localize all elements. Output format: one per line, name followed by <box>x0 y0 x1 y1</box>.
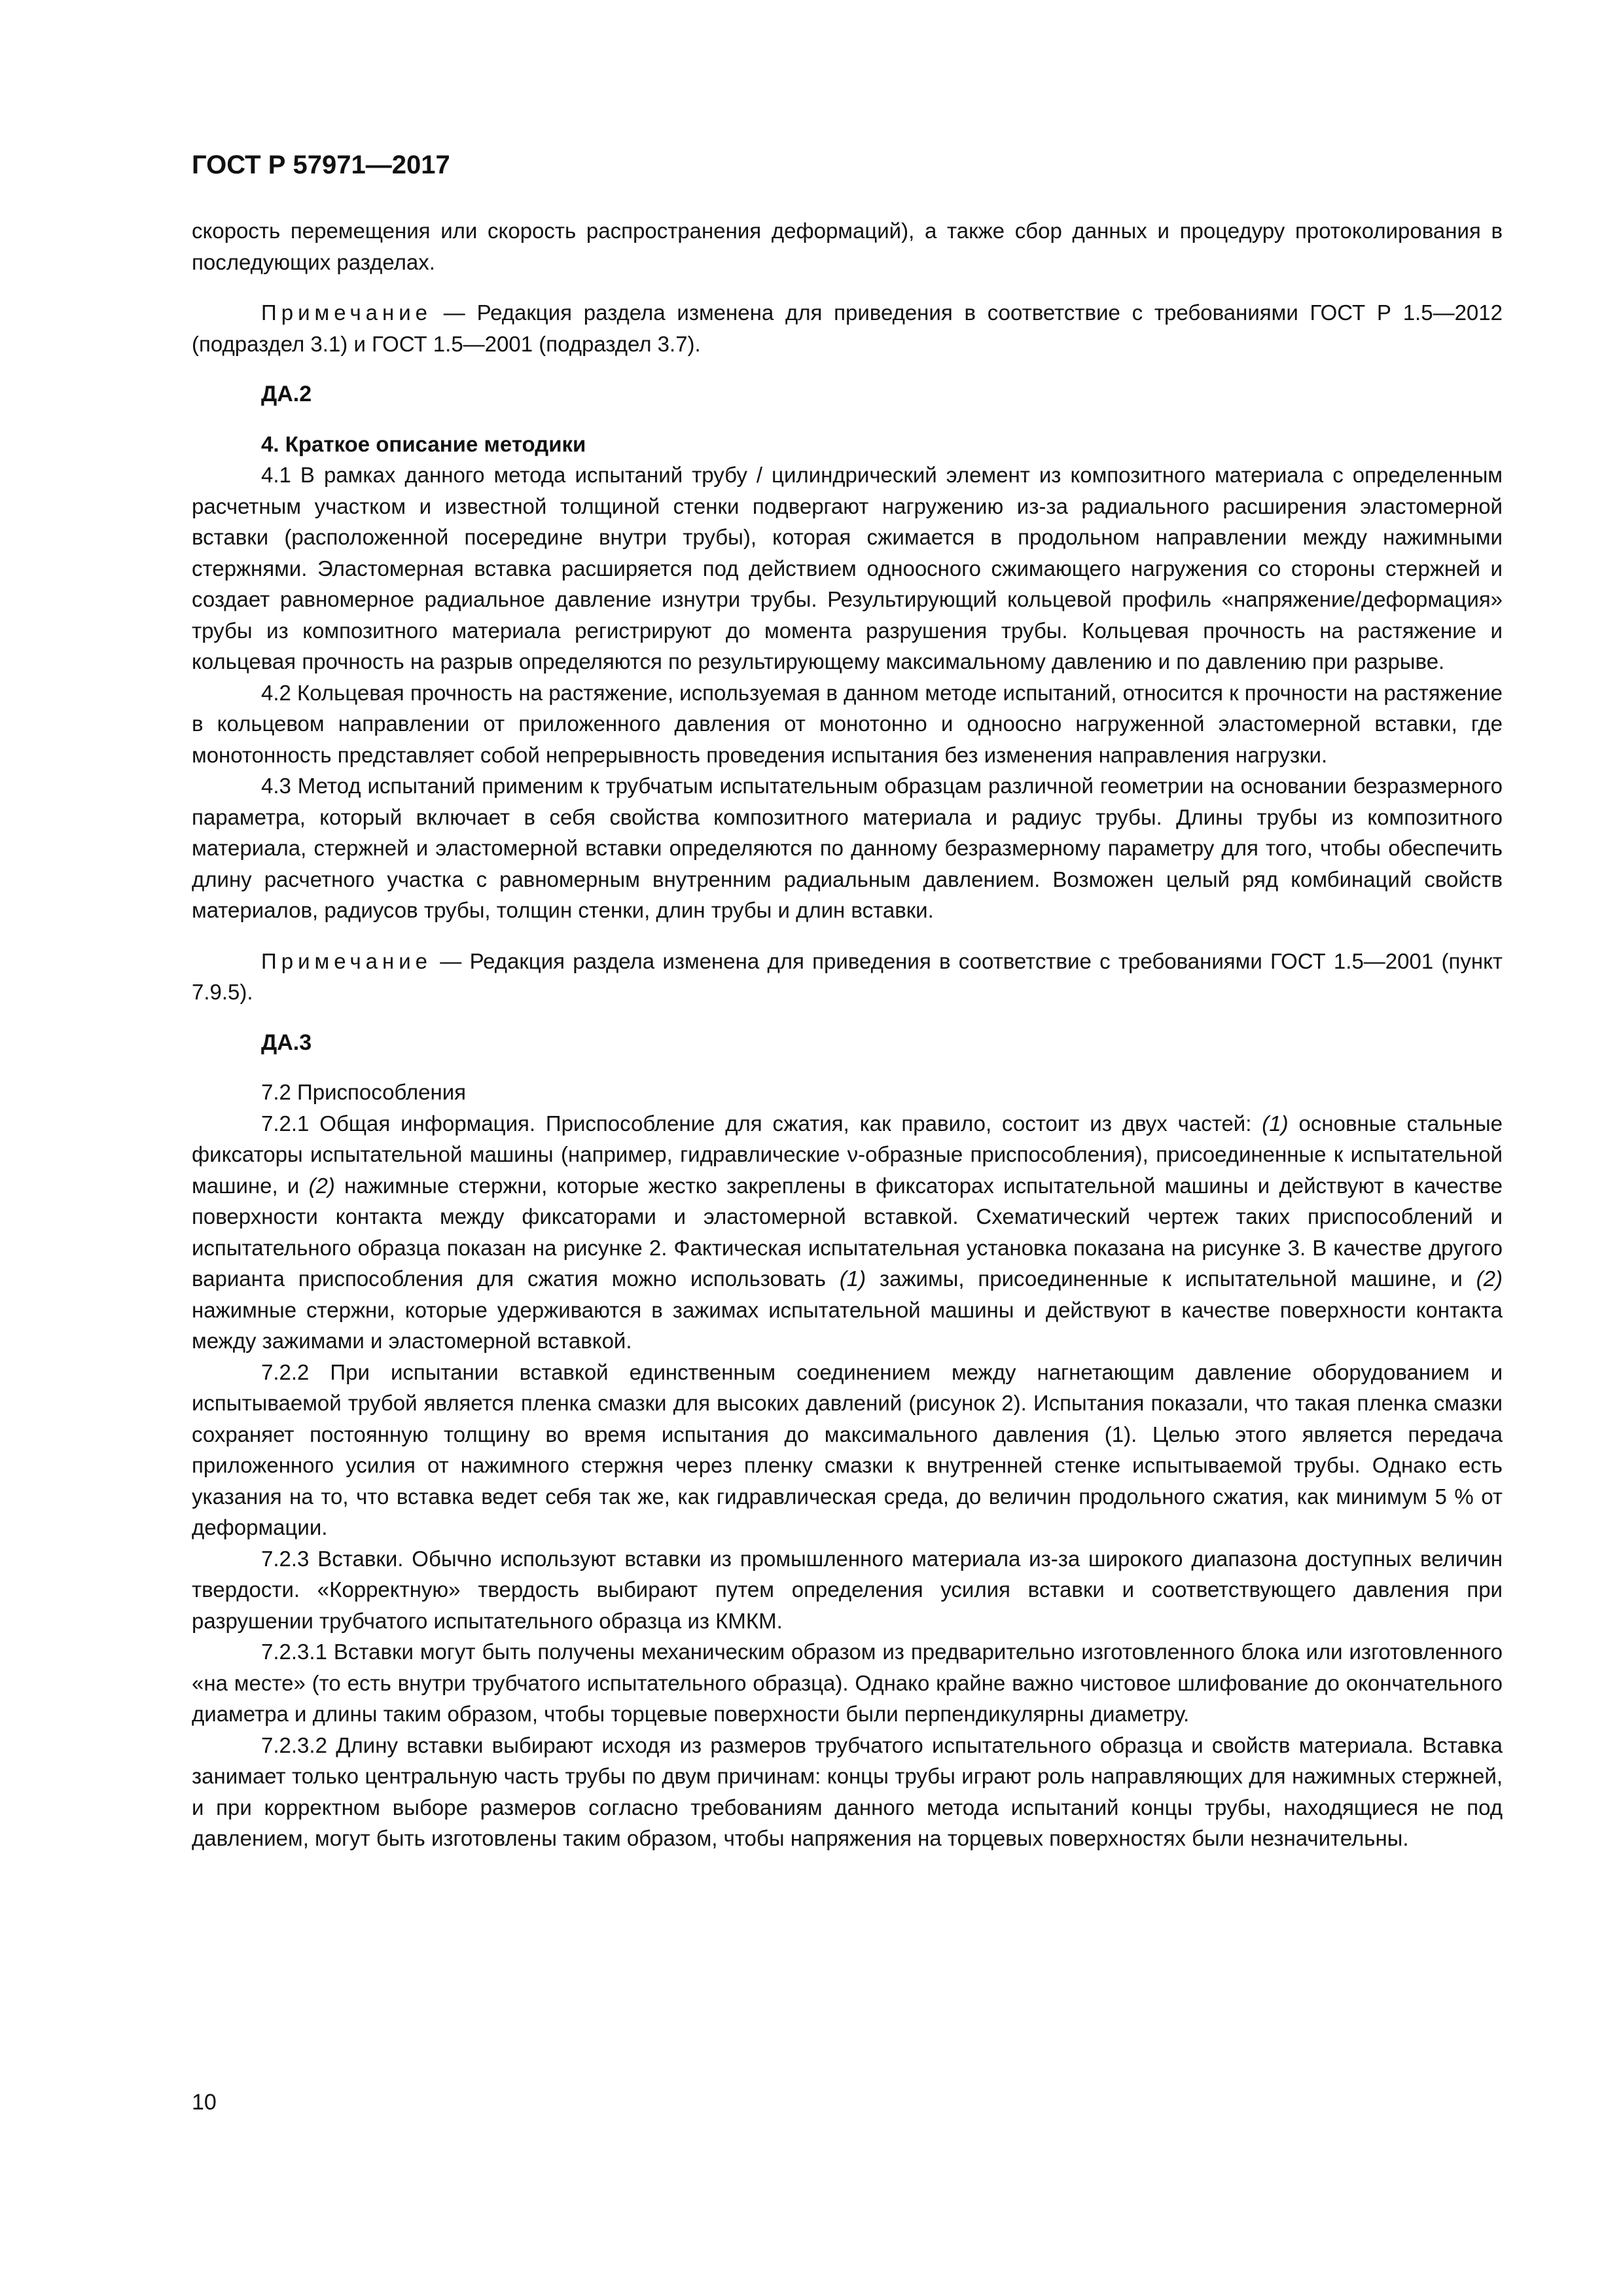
subheading-7-2: 7.2 Приспособления <box>261 1080 467 1104</box>
intro-paragraph: скорость перемещения или скорость распространения деформаций), а также сбор данных и процедуру протоколирования в последующих разделах. <box>192 219 1503 274</box>
standard-designation: ГОСТ Р 57971—2017 <box>192 151 450 179</box>
p7-2-1-text-4: зажимы, присоединенные к испытательной машине, и <box>866 1266 1476 1291</box>
note-2-text: — Редакция раздела изменена для приведения в соответствие с требованиями ГОСТ 1.5—2001 (пункт 7.9.5). <box>192 948 1503 1004</box>
section-label-da2: ДА.2 <box>261 382 312 406</box>
note-2 <box>192 946 1503 1008</box>
note-1-label: Примечание <box>261 300 433 325</box>
p7-2-1-text-3: нажимные стержни, которые жестко закреплены в фиксаторах испытательной машины и действуют в качестве поверхности контакта между фиксаторами и эластомерной вставкой. Схематический чертеж таких приспособлений и испытательного образца показан на рисунке 2. Фактическая испытательная установка показана на рисунке 3. В качестве другого варианта приспособления для сжатия можно использовать <box>192 1173 1503 1291</box>
p7-2-1-item-1: (1) <box>1262 1111 1289 1136</box>
p7-2-1-item-4: (2) <box>1476 1266 1503 1291</box>
paragraph-7-2-2: 7.2.2 При испытании вставкой единственным соединением между нагнетающим давление оборудованием и испытываемой трубой является пленка смазки для высоких давлений (рисунок 2). Испытания показали, что такая пленка смазки сохраняет постоянную толщину во время испытания до максимального давления (1). Целью этого является передача приложенного усилия от нажимного стержня через пленку смазки к внутренней стенке испытываемой трубы. Однако есть указания на то, что вставка ведет себя так же, как гидравлическая среда, до величин продольного сжатия, как минимум 5 % от деформации. <box>192 1359 1503 1539</box>
paragraph-4-1: 4.1 В рамках данного метода испытаний трубу / цилиндрический элемент из композитного материала с определенным расчетным участком и известной толщиной стенки подвергают нагружению из-за радиального расширения эластомерной вставки (расположенной посередине внутри трубы), которая сжимается в продольном направлении между нажимными стержнями. Эластомерная вставка расширяется под действием одноосного сжимающего нагружения со стороны стержней и создает равномерное радиальное давление изнутри трубы. Результирующий кольцевой профиль «напряжение/деформация» трубы из композитного материала регистрируют до момента разрушения трубы. Кольцевая прочность на растяжение и кольцевая прочность на разрыв определяются по результирующему максимальному давлению и по давлению при разрыве. <box>192 463 1503 673</box>
note-2-label: Примечание <box>261 948 433 973</box>
note-1 <box>192 297 1503 359</box>
paragraph-7-2-3-2: 7.2.3.2 Длину вставки выбирают исходя из размеров трубчатого испытательного образца и свойств материала. Вставка занимает только центральную часть трубы по двум причинам: концы трубы играют роль направляющих для нажимных стержней, и при корректном выборе размеров согласно требованиям данного метода испытаний концы трубы, находящиеся не под давлением, могут быть изготовлены таким образом, чтобы напряжения на торцевых поверхностях были незначительны. <box>192 1732 1503 1850</box>
note-1-text: — Редакция раздела изменена для приведения в соответствие с требованиями ГОСТ Р 1.5—2012 (подраздел 3.1) и ГОСТ 1.5—2001 (подраздел 3.7). <box>192 300 1503 356</box>
paragraph-4-3: 4.3 Метод испытаний применим к трубчатым испытательным образцам различной геометрии на основании безразмерного параметра, который включает в себя свойства композитного материала и радиус трубы. Длины трубы из композитного материала, стержней и эластомерной вставки определяются по данному безразмерному параметру для того, чтобы обеспечить длину расчетного участка с равномерным внутренним радиальным давлением. Возможен целый ряд комбинаций свойств материалов, радиусов трубы, толщин стенки, длин трубы и длин вставки. <box>192 774 1503 922</box>
p7-2-1-item-2: (2) <box>308 1173 335 1198</box>
p7-2-1-text-1: 7.2.1 Общая информация. Приспособление для сжатия, как правило, состоит из двух частей: <box>261 1111 1262 1136</box>
paragraph-7-2-3-1: 7.2.3.1 Вставки могут быть получены механическим образом из предварительно изготовленного блока или изготовленного «на месте» (то есть внутри трубчатого испытательного образца). Однако крайне важно чистовое шлифование до окончательного диаметра и длины таким образом, чтобы торцевые поверхности были перпендикулярны диаметру. <box>192 1640 1503 1726</box>
document-page <box>192 149 1503 1854</box>
page-number: 10 <box>192 2090 217 2115</box>
paragraph-4-2: 4.2 Кольцевая прочность на растяжение, используемая в данном методе испытаний, относится к прочности на растяжение в кольцевом направлении от приложенного давления от монотонно и одноосно нагруженной эластомерной вставки, где монотонность представляет собой непрерывность проведения испытания без изменения направления нагрузки. <box>192 680 1503 767</box>
p7-2-1-item-3: (1) <box>839 1266 866 1291</box>
section-label-da3: ДА.3 <box>261 1030 312 1055</box>
section-heading-method-summary: 4. Краткое описание методики <box>261 431 586 456</box>
paragraph-7-2-3: 7.2.3 Вставки. Обычно используют вставки из промышленного материала из-за широкого диапазона доступных величин твердости. «Корректную» твердость выбирают путем определения усилия вставки и соответствующего давления при разрушении трубчатого испытательного образца из КМКМ. <box>192 1546 1503 1633</box>
p7-2-1-text-5: нажимные стержни, которые удерживаются в зажимах испытательной машины и действуют в качестве поверхности контакта между зажимами и эластомерной вставкой. <box>192 1297 1503 1353</box>
p7-2-1-text-2: основные стальные фиксаторы испытательной машины (например, гидравлические ν-образные приспособления), присоединенные к испытательной машине, и <box>192 1111 1503 1198</box>
paragraph-7-2-1 <box>192 1108 1503 1357</box>
